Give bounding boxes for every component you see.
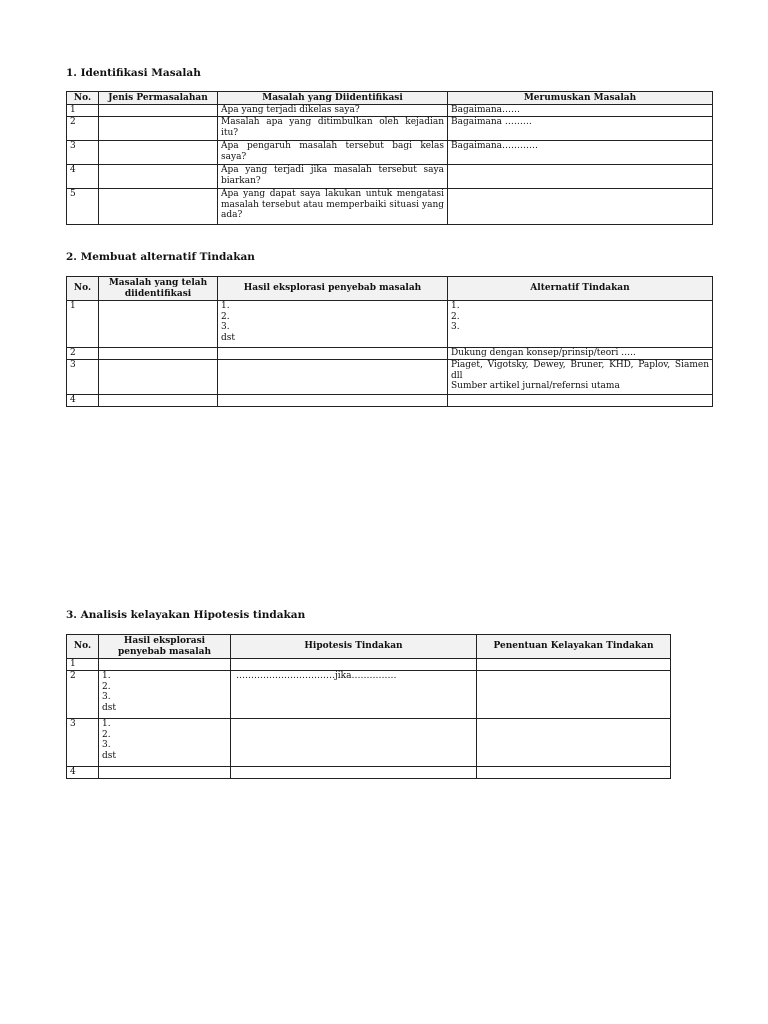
row-masalah: Apa yang terjadi jika masalah tersebut saya biarkan?	[218, 165, 448, 189]
col-header-rumusan: Merumuskan Masalah	[448, 92, 713, 105]
row-rumusan: Bagaimana ………	[448, 117, 713, 141]
alternatif-tindakan-table	[66, 276, 713, 407]
table-row	[67, 719, 671, 767]
row-no: 3	[67, 141, 99, 165]
hipotesis-tindakan-table	[66, 634, 671, 779]
row-masalah	[99, 348, 218, 360]
table-row	[67, 117, 713, 141]
row-masalah	[99, 395, 218, 407]
alternatif-line: Sumber artikel jurnal/refernsi utama	[451, 381, 620, 391]
row-alternatif	[448, 395, 713, 407]
alternatif-line: 3.	[451, 322, 460, 332]
hasil-line: 2.	[102, 681, 111, 692]
row-hasil	[99, 659, 231, 671]
table-row	[67, 348, 713, 360]
row-masalah: Masalah apa yang ditimbulkan oleh kejadian itu?	[218, 117, 448, 141]
alternatif-line: Piaget, Vigotsky, Dewey, Bruner, KHD, Paplov, Siamen dll	[451, 360, 709, 381]
col-header-hasil: Hasil eksplorasi penyebab masalah	[218, 277, 448, 301]
table-row	[67, 659, 671, 671]
row-rumusan	[448, 165, 713, 189]
row-hasil	[99, 719, 231, 767]
row-jenis	[99, 105, 218, 117]
row-no: 4	[67, 395, 99, 407]
row-hipotesis	[231, 767, 477, 779]
row-rumusan: Bagaimana……	[448, 105, 713, 117]
row-alternatif	[448, 301, 713, 348]
row-kelayakan	[477, 767, 671, 779]
hasil-line: 1.	[221, 301, 230, 311]
row-jenis	[99, 117, 218, 141]
row-masalah: Apa yang terjadi dikelas saya?	[218, 105, 448, 117]
row-masalah: Apa yang dapat saya lakukan untuk mengatasi masalah tersebut atau memperbaiki situasi yang ada?	[218, 189, 448, 225]
row-alternatif	[448, 360, 713, 395]
col-header-jenis: Jenis Permasalahan	[99, 92, 218, 105]
row-no: 1	[67, 659, 99, 671]
row-hipotesis: ……………………………jika……………	[231, 671, 477, 719]
row-jenis	[99, 141, 218, 165]
row-alternatif	[448, 348, 713, 360]
row-hasil	[99, 671, 231, 719]
row-rumusan	[448, 189, 713, 225]
row-hasil	[218, 360, 448, 395]
row-hasil	[99, 767, 231, 779]
row-masalah	[99, 301, 218, 348]
row-hipotesis	[231, 659, 477, 671]
table-row	[67, 301, 713, 348]
section1-heading: 1. Identifikasi Masalah	[66, 67, 201, 79]
row-hipotesis	[231, 719, 477, 767]
hasil-line: 1.	[102, 719, 111, 729]
row-jenis	[99, 189, 218, 225]
row-no: 4	[67, 767, 99, 779]
table-row	[67, 141, 713, 165]
table-row	[67, 105, 713, 117]
row-no: 4	[67, 165, 99, 189]
col-header-hasil: Hasil eksplorasi penyebab masalah	[99, 635, 231, 659]
row-no: 1	[67, 105, 99, 117]
row-hasil	[218, 301, 448, 348]
hasil-line: 2.	[102, 729, 111, 740]
table-row	[67, 165, 713, 189]
row-kelayakan	[477, 671, 671, 719]
col-header-masalah: Masalah yang Diidentifikasi	[218, 92, 448, 105]
alternatif-line: 2.	[451, 311, 460, 322]
row-masalah: Apa pengaruh masalah tersebut bagi kelas saya?	[218, 141, 448, 165]
row-no: 2	[67, 348, 99, 360]
hasil-line: 3.	[102, 740, 111, 750]
hasil-line: 3.	[221, 322, 230, 332]
table-row	[67, 189, 713, 225]
alternatif-line: 1.	[451, 301, 460, 311]
row-hasil	[218, 395, 448, 407]
hasil-line: 3.	[102, 692, 111, 702]
hasil-line: dst	[102, 750, 116, 761]
table-row	[67, 671, 671, 719]
row-no: 3	[67, 360, 99, 395]
row-masalah	[99, 360, 218, 395]
row-no: 2	[67, 671, 99, 719]
section2-heading: 2. Membuat alternatif Tindakan	[66, 251, 255, 263]
table-row	[67, 767, 671, 779]
col-header-alternatif: Alternatif Tindakan	[448, 277, 713, 301]
section3-heading: 3. Analisis kelayakan Hipotesis tindakan	[66, 609, 306, 621]
identifikasi-masalah-table	[66, 91, 713, 225]
row-hasil	[218, 348, 448, 360]
row-no: 3	[67, 719, 99, 767]
hasil-line: dst	[102, 702, 116, 713]
row-no: 5	[67, 189, 99, 225]
col-header-masalah: Masalah yang telah diidentifikasi	[99, 277, 218, 301]
alternatif-line: Dukung dengan konsep/prinsip/teori …..	[451, 348, 636, 358]
col-header-no: No.	[67, 92, 99, 105]
row-kelayakan	[477, 719, 671, 767]
hasil-line: 2.	[221, 311, 230, 322]
hasil-line: 1.	[102, 671, 111, 681]
row-no: 1	[67, 301, 99, 348]
col-header-no: No.	[67, 635, 99, 659]
row-rumusan: Bagaimana…………	[448, 141, 713, 165]
table-row	[67, 360, 713, 395]
table-row	[67, 395, 713, 407]
col-header-hipotesis: Hipotesis Tindakan	[231, 635, 477, 659]
hasil-line: dst	[221, 332, 235, 343]
col-header-kelayakan: Penentuan Kelayakan Tindakan	[477, 635, 671, 659]
col-header-no: No.	[67, 277, 99, 301]
row-jenis	[99, 165, 218, 189]
row-kelayakan	[477, 659, 671, 671]
row-no: 2	[67, 117, 99, 141]
